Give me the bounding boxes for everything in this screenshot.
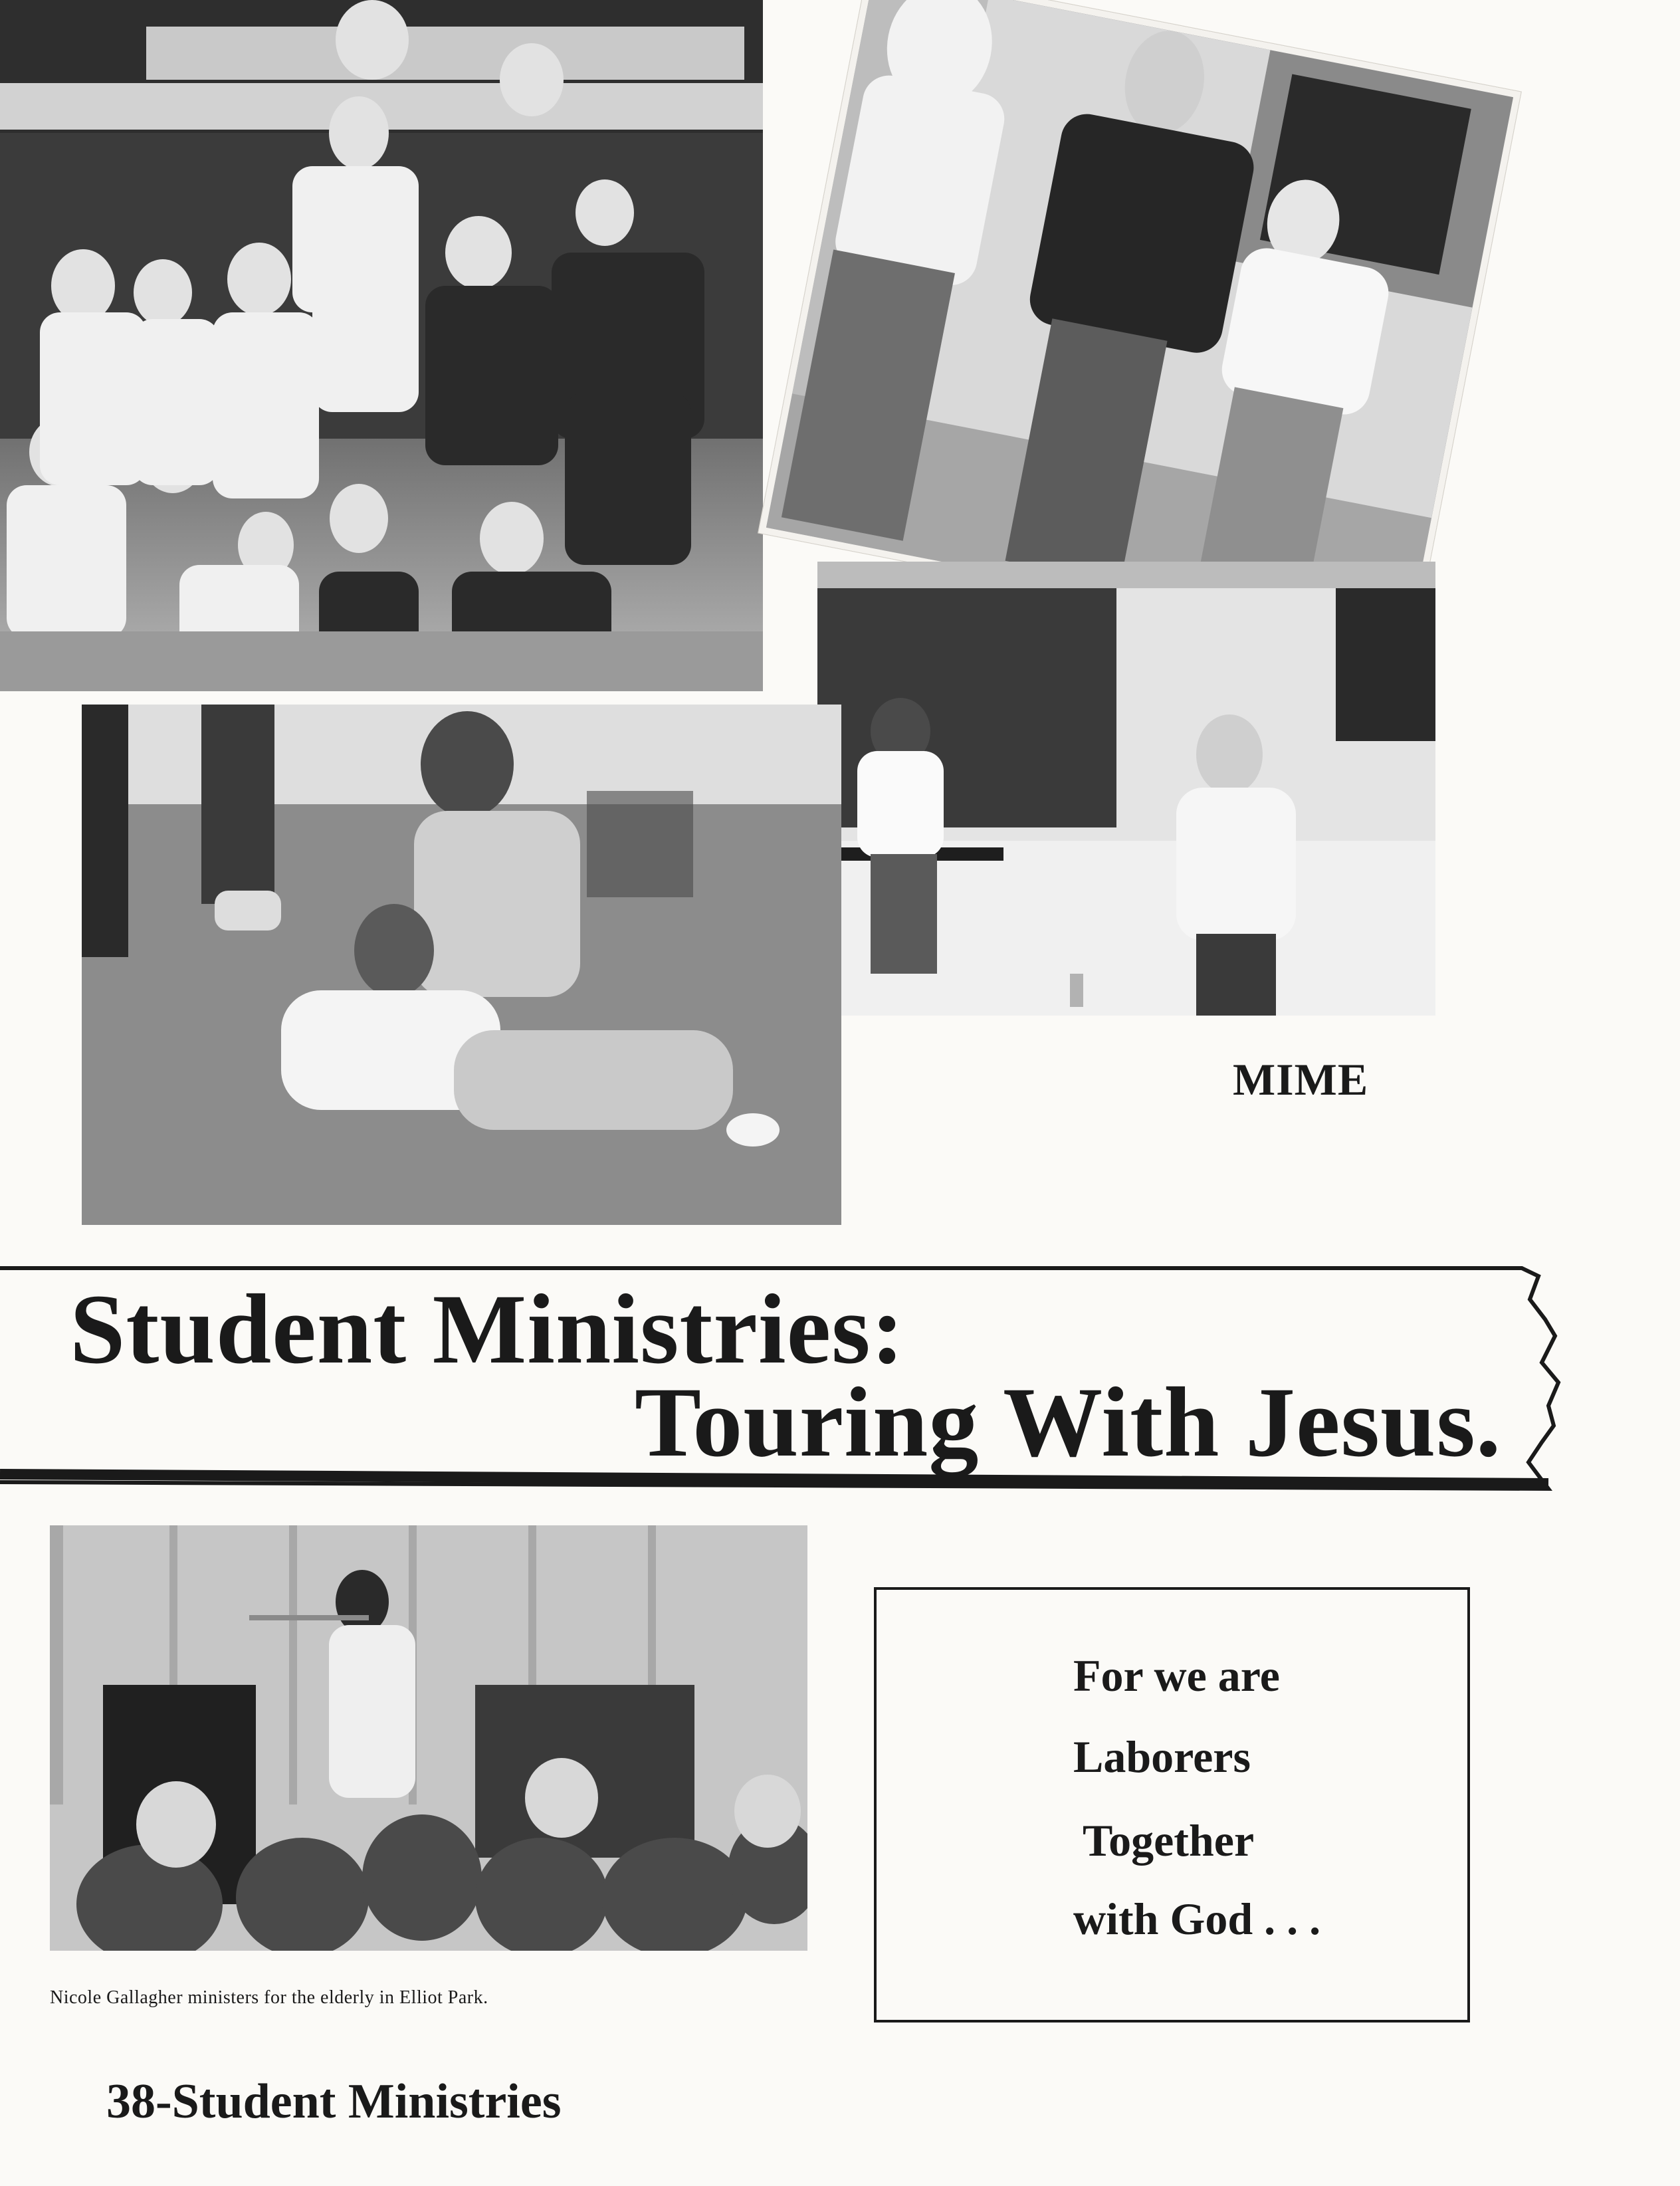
mime-performers-photo bbox=[758, 0, 1521, 659]
quote-box bbox=[874, 1587, 1470, 2022]
page-footer: 38-Student Ministries bbox=[106, 2074, 562, 2129]
mime-label: MIME bbox=[1233, 1054, 1369, 1105]
banner-title-line1: Student Ministries: bbox=[70, 1274, 905, 1384]
flute-photo-caption: Nicole Gallagher ministers for the elderly in Elliot Park. bbox=[50, 1987, 488, 2008]
mime-bench-photo bbox=[817, 562, 1435, 1016]
group-photo bbox=[0, 0, 763, 691]
quote-line-1: For we are bbox=[1073, 1650, 1280, 1701]
banner-title-line2: Touring With Jesus. bbox=[635, 1367, 1502, 1477]
floor-scene-photo bbox=[82, 705, 841, 1225]
quote-line-3: Together bbox=[1083, 1815, 1255, 1866]
quote-line-4: with God . . . bbox=[1073, 1894, 1321, 1944]
flute-photo bbox=[50, 1525, 807, 1951]
quote-line-2: Laborers bbox=[1073, 1731, 1251, 1782]
